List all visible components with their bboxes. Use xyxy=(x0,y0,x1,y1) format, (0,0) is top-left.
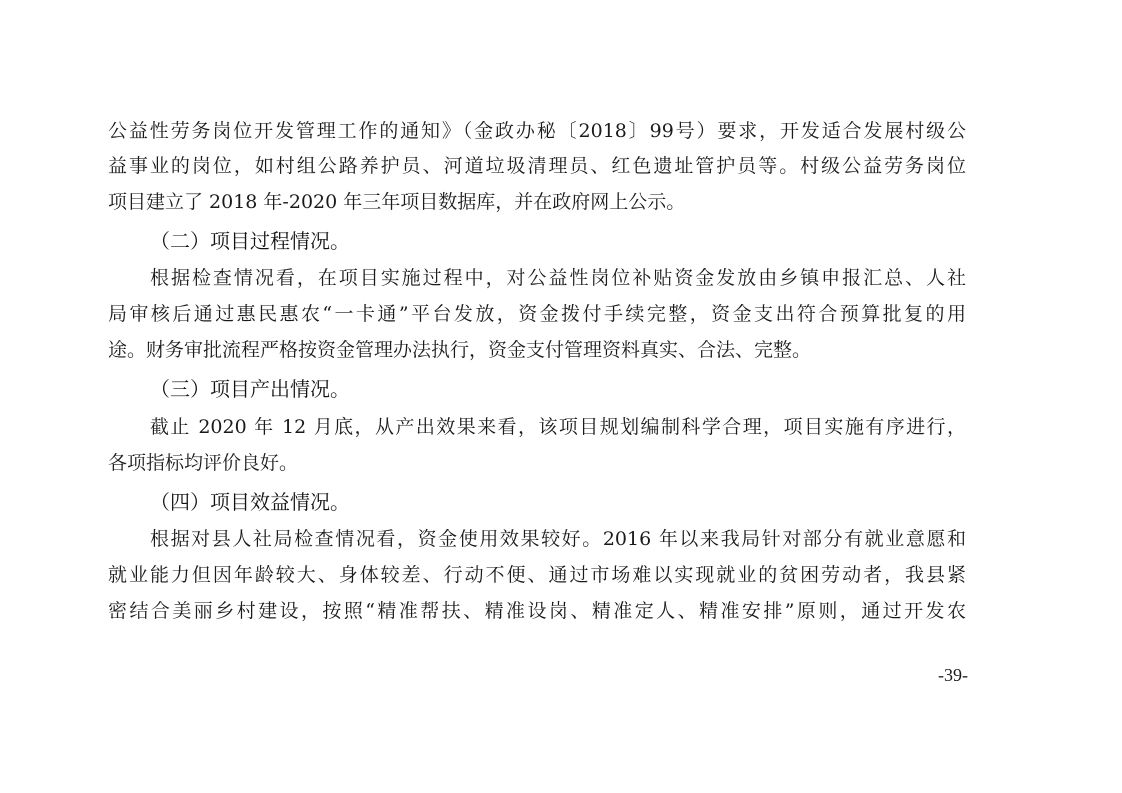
section-heading: （四）项目效益情况。 xyxy=(150,490,350,514)
paragraph-line: 益事业的岗位，如村组公路养护员、河道垃圾清理员、红色遗址管护员等。村级公益劳务岗位 xyxy=(108,155,966,177)
paragraph-line: 根据检查情况看，在项目实施过程中，对公益性岗位补贴资金发放由乡镇申报汇总、人社 xyxy=(150,267,966,289)
page-number: -39- xyxy=(938,665,968,685)
paragraph-line: 局审核后通过惠民惠农“一卡通”平台发放，资金拨付手续完整，资金支出符合预算批复的用 xyxy=(108,303,966,325)
paragraph-line: 根据对县人社局检查情况看，资金使用效果较好。2016 年以来我局针对部分有就业意愿和 xyxy=(150,528,966,550)
paragraph-line: 公益性劳务岗位开发管理工作的通知》（金政办秘〔2018〕99号）要求，开发适合发展村级公 xyxy=(108,120,966,142)
paragraph-line: 就业能力但因年龄较大、身体较差、行动不便、通过市场难以实现就业的贫困劳动者，我县紧 xyxy=(108,564,966,586)
section-heading: （三）项目产出情况。 xyxy=(150,377,350,401)
paragraph-line: 截止 2020 年 12 月底，从产出效果来看，该项目规划编制科学合理，项目实施有序进行， xyxy=(150,416,966,438)
section-heading: （二）项目过程情况。 xyxy=(150,229,350,253)
paragraph-line: 密结合美丽乡村建设，按照“精准帮扶、精准设岗、精准定人、精准安排”原则，通过开发农 xyxy=(108,600,966,622)
paragraph-line: 途。财务审批流程严格按资金管理办法执行，资金支付管理资料真实、合法、完整。 xyxy=(108,339,812,361)
paragraph-line: 各项指标均评价良好。 xyxy=(108,452,299,474)
paragraph-line: 项目建立了 2018 年-2020 年三年项目数据库，并在政府网上公示。 xyxy=(108,191,686,213)
